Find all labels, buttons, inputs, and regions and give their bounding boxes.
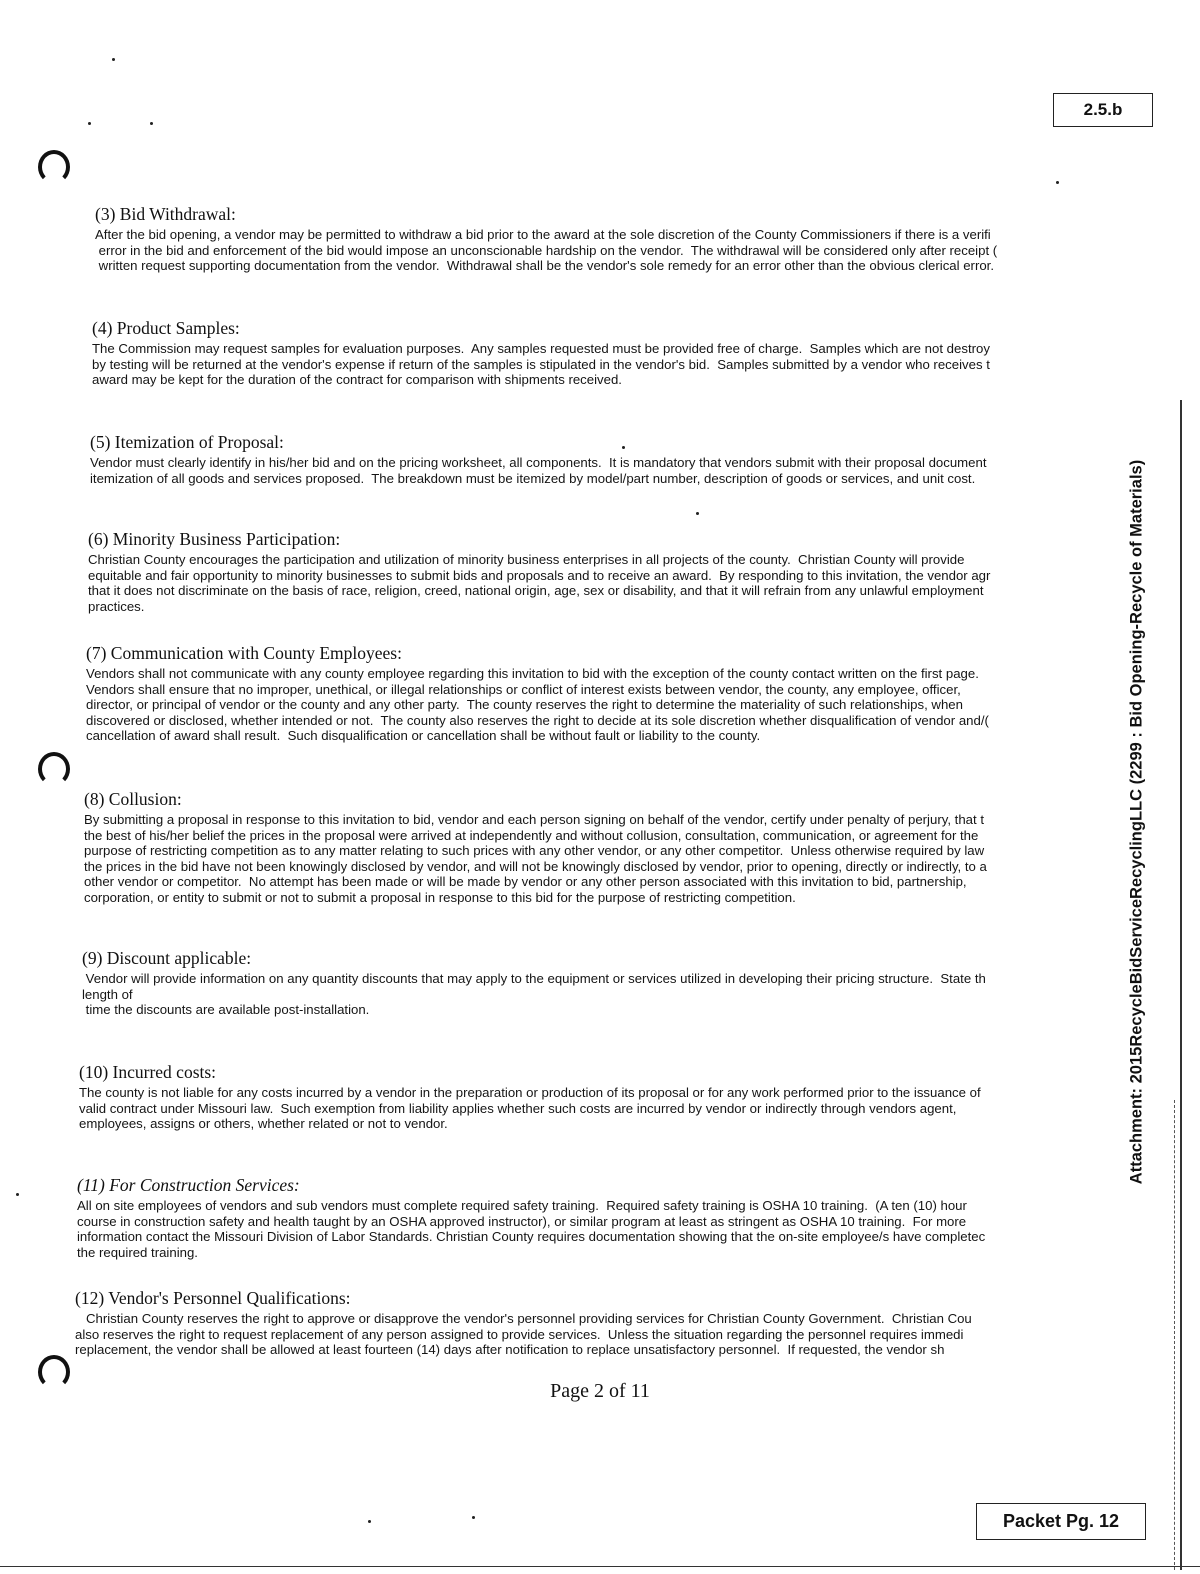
section-title: (4) Product Samples:: [92, 318, 240, 338]
section-construction-services: [77, 1175, 1127, 1260]
page-number: Page 2 of 11: [550, 1380, 650, 1402]
punch-hole-middle: [38, 752, 70, 786]
agenda-item-reference: 2.5.b: [1053, 93, 1153, 127]
section-body: Vendor must clearly identify in his/her bid and on the pricing worksheet, all components. It is mandatory that vendors submit with their proposal document itemization of all goods and services proposed. The breakdown must be itemized by model/part number, description of goods or services, and unit cost.: [90, 455, 987, 486]
section-personnel-qualifications: [75, 1288, 1125, 1358]
punch-hole-top: [38, 150, 70, 184]
scan-speck: [1056, 181, 1059, 184]
section-body: By submitting a proposal in response to this invitation to bid, vendor and each person signing on behalf of the vendor, certify under penalty of perjury, that t the best of his/her belief the prices in the proposal were arrived at independently and without collusion, consultation, communication, or agreement for the purpose of restricting competition as to any matter relating to such prices with any other vendor, or any other competitor. Unless otherwise required by law the prices in the bid have not been knowingly disclosed by vendor, and will not be knowingly disclosed by vendor, prior to opening, directly or indirectly, to a other vendor or competitor. No attempt has been made or will be made by vendor or any other person associated with this invitation to bid, partnership, corporation, or entity to submit or not to submit a proposal in response to this bid for the purpose of restricting competition.: [84, 812, 987, 905]
scan-speck: [368, 1520, 371, 1523]
section-body: Vendors shall not communicate with any county employee regarding this invitation to bid with the exception of the county contact written on the first page. Vendors shall ensure that no improper, unethical, or illegal relationships or conflict of interest exists between vendor, the county, any employee, officer, director, or principal of vendor or the county and any other party. The county reserves the right to determine the materiality of such relationships, when discovered or disclosed, whether intended or not. The county also reserves the right to decide at its sole discretion whether disqualification of vendor and/( cancellation of award shall result. Such disqualification or cancellation shall be without fault or liability to the county.: [86, 666, 989, 743]
section-communication-with-county-employees: [86, 643, 1136, 744]
section-title: (7) Communication with County Employees:: [86, 643, 402, 663]
section-title: (6) Minority Business Participation:: [88, 529, 341, 549]
packet-page-box: Packet Pg. 12: [976, 1503, 1146, 1540]
section-body: All on site employees of vendors and sub vendors must complete required safety training. Required safety training is OSHA 10 training. (A ten (10) hour course in construction safety and health taught by an OSHA approved instructor), or similar program at least as stringent as OSHA 10 training. For more information contact the Missouri Division of Labor Standards. Christian County requires documentation showing that the on-site employee/s have completec the required training.: [77, 1198, 986, 1260]
section-minority-business-participation: [88, 529, 1138, 614]
bottom-scan-edge: [0, 1566, 1200, 1567]
section-body: The county is not liable for any costs incurred by a vendor in the preparation or production of its proposal or for any work performed prior to the issuance of valid contract under Missouri law. Such exemption from liability applies whether such costs are incurred by vendor or indirectly through vendors agent, employees, assigns or others, whether related or not to vendor.: [79, 1085, 981, 1131]
section-title: (5) Itemization of Proposal:: [90, 432, 284, 452]
section-title: (8) Collusion:: [84, 789, 182, 809]
section-product-samples: [92, 318, 1142, 388]
section-body: Vendor will provide information on any quantity discounts that may apply to the equipment or services utilized in developing their pricing structure. State th length of time the discounts are available post-installation.: [82, 971, 986, 1017]
right-margin-dashed-line: [1174, 1100, 1175, 1570]
section-title: (10) Incurred costs:: [79, 1062, 217, 1082]
scan-speck: [472, 1516, 475, 1519]
scan-speck: [112, 58, 115, 61]
section-title: (12) Vendor's Personnel Qualifications:: [75, 1288, 351, 1308]
attachment-side-label: Attachment: 2015RecycleBidServiceRecyclingLLC (2299 : Bid Opening-Recycle of Materials): [1127, 459, 1146, 1185]
section-incurred-costs: [79, 1062, 1129, 1132]
scan-speck: [150, 122, 153, 125]
section-body: Christian County encourages the participation and utilization of minority business enterprises in all projects of the county. Christian County will provide equitable and fair opportunity to minority businesses to submit bids and proposals and to receive an award. By responding to this invitation, the vendor agr that it does not discriminate on the basis of race, religion, creed, national origin, age, sex or disability, and that it will refrain from any unlawful employment practices.: [88, 552, 991, 614]
section-itemization-of-proposal: [90, 432, 1140, 486]
section-body: Christian County reserves the right to approve or disapprove the vendor's personnel providing services for Christian County Government. Christian Cou also reserves the right to request replacement of any person assigned to provide services. Unless the situation regarding the personnel requires immedi replacement, the vendor shall be allowed at least fourteen (14) days after notification to replace unsatisfactory personnel. If requested, the vendor sh: [75, 1311, 972, 1357]
scan-speck: [696, 512, 699, 515]
scan-speck: [88, 122, 91, 125]
section-bid-withdrawal: [95, 204, 1145, 274]
section-discount-applicable: [82, 948, 1132, 1018]
section-title: (11) For Construction Services:: [77, 1175, 300, 1195]
section-body: After the bid opening, a vendor may be permitted to withdraw a bid prior to the award at the sole discretion of the County Commissioners if there is a verifi error in the bid and enforcement of the bid would impose an unconscionable hardship on the vendor. The withdrawal will be considered only after receipt ( written request supporting documentation from the vendor. Withdrawal shall be the vendor's sole remedy for an error other than the obvious clerical error.: [95, 227, 998, 273]
section-title: (3) Bid Withdrawal:: [95, 204, 236, 224]
section-title: (9) Discount applicable:: [82, 948, 252, 968]
section-collusion: [84, 789, 1134, 905]
scan-speck: [16, 1193, 19, 1196]
section-body: The Commission may request samples for evaluation purposes. Any samples requested must be provided free of charge. Samples which are not destroy by testing will be returned at the vendor's expense if return of the samples is stipulated in the vendor's bid. Samples submitted by a vendor who receives t award may be kept for the duration of the contract for comparison with shipments received.: [92, 341, 990, 387]
